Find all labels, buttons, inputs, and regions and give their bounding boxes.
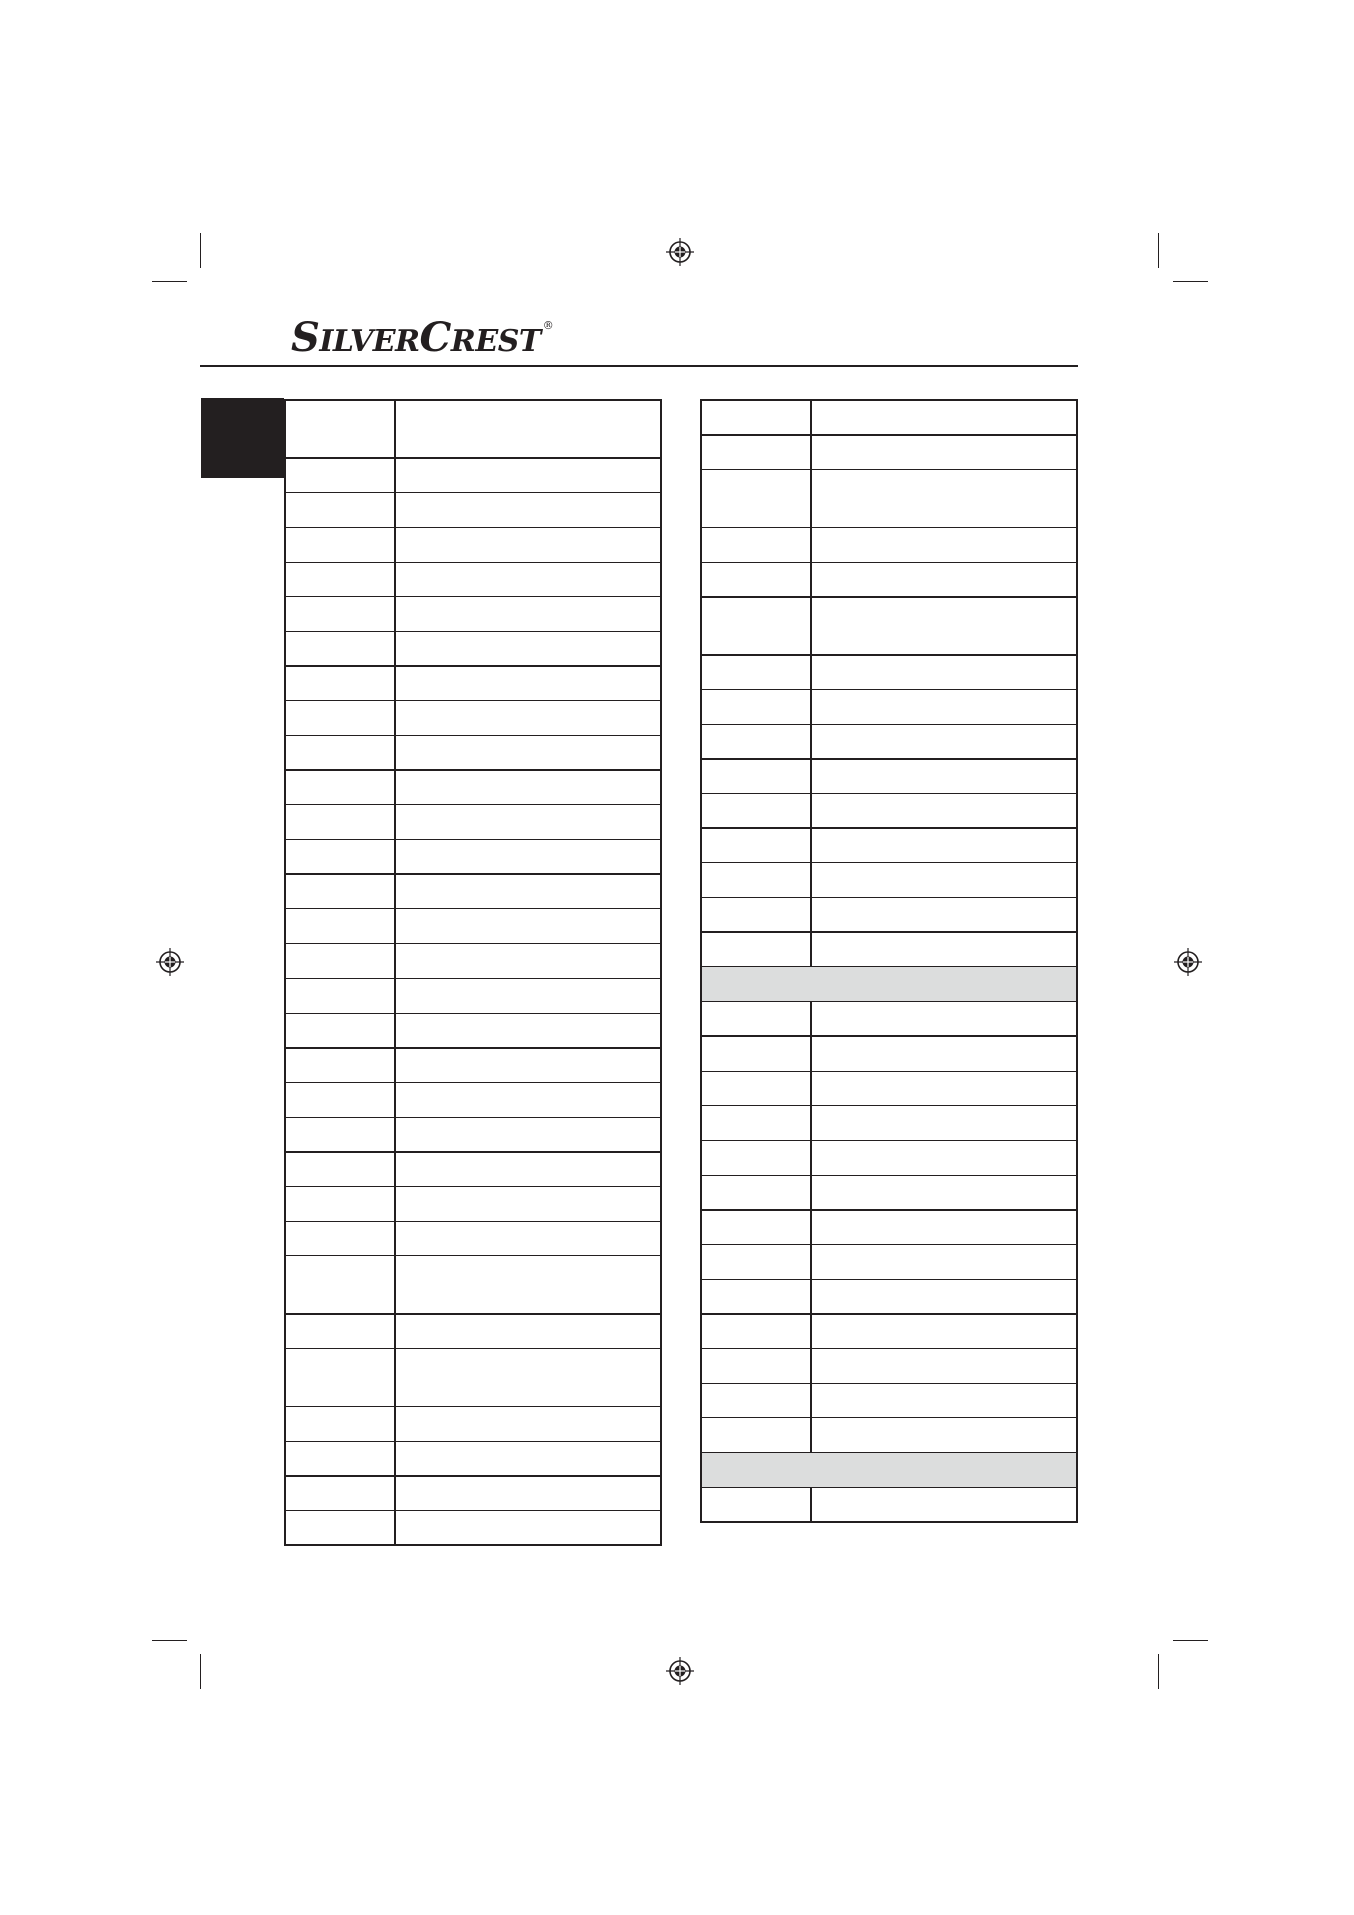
table-row <box>285 1476 661 1511</box>
table-cell-key <box>285 1256 395 1314</box>
table-cell-key <box>701 1279 811 1314</box>
table-cell-key <box>701 435 811 470</box>
table-cell-value <box>811 527 1077 562</box>
table-cell-value <box>811 1383 1077 1418</box>
logo-rest: REST <box>450 324 541 359</box>
section-tab <box>201 398 284 478</box>
crop-mark-top-left-vertical <box>200 233 201 268</box>
table-row <box>285 840 661 875</box>
table-row <box>701 1071 1077 1106</box>
table-cell-value <box>811 1210 1077 1245</box>
logo-ilver: ILVER <box>319 324 420 359</box>
table-row <box>285 909 661 944</box>
table-cell-value <box>395 944 661 979</box>
table-row <box>285 458 661 493</box>
table-cell-value <box>395 493 661 528</box>
table-cell-key <box>701 1002 811 1037</box>
logo-letter-s: S <box>291 314 320 361</box>
table-cell-key <box>285 874 395 909</box>
table-row <box>285 1013 661 1048</box>
table-row <box>701 597 1077 655</box>
table-row <box>701 863 1077 898</box>
table-cell-key <box>285 1349 395 1407</box>
table-row <box>285 597 661 632</box>
table-cell-key <box>285 1221 395 1256</box>
registration-mark-right-icon <box>1173 947 1203 977</box>
table-cell-key <box>285 400 395 458</box>
table-row <box>701 527 1077 562</box>
table-row <box>285 1117 661 1152</box>
table-cell-value <box>395 631 661 666</box>
table-cell-value <box>395 1117 661 1152</box>
table-cell-key <box>285 1407 395 1442</box>
table-cell-value <box>395 1048 661 1083</box>
table-cell-key <box>701 1383 811 1418</box>
table-row <box>285 1152 661 1187</box>
table-row <box>285 805 661 840</box>
silvercrest-logo <box>291 314 554 361</box>
table-row <box>285 978 661 1013</box>
table-cell-value <box>811 794 1077 829</box>
table-row <box>701 1383 1077 1418</box>
table-cell-value <box>395 666 661 701</box>
table-cell-key <box>285 493 395 528</box>
table-cell-value <box>811 1175 1077 1210</box>
table-cell-value <box>395 1476 661 1511</box>
table-row <box>701 1418 1077 1453</box>
table-row <box>701 1002 1077 1037</box>
table-cell-value <box>811 435 1077 470</box>
logo-letter-c: C <box>419 314 451 361</box>
table-cell-value <box>811 863 1077 898</box>
table-row <box>701 469 1077 527</box>
table-row <box>701 1175 1077 1210</box>
table-row <box>701 967 1077 1002</box>
table-cell-value <box>811 400 1077 435</box>
table-row <box>701 400 1077 435</box>
table-cell-value <box>811 759 1077 794</box>
table-cell-key <box>701 794 811 829</box>
table-cell-key <box>285 840 395 875</box>
table-cell-key <box>701 562 811 597</box>
table-cell-key <box>701 724 811 759</box>
registration-mark-top-icon <box>665 237 695 267</box>
table-cell-key <box>285 666 395 701</box>
table-cell-value <box>811 1106 1077 1141</box>
table-cell-key <box>701 898 811 933</box>
table-cell-value <box>811 1487 1077 1522</box>
table-row <box>285 1186 661 1221</box>
table-cell-value <box>395 1013 661 1048</box>
table-cell-key <box>701 1418 811 1453</box>
table-cell-value <box>395 597 661 632</box>
registered-mark: ® <box>542 319 554 332</box>
table-cell-key <box>285 1152 395 1187</box>
table-cell-value <box>811 1002 1077 1037</box>
table-row <box>701 435 1077 470</box>
table-cell-key <box>701 1175 811 1210</box>
table-row <box>701 1244 1077 1279</box>
table-cell-key <box>285 631 395 666</box>
table-cell-key <box>285 944 395 979</box>
table-row <box>285 400 661 458</box>
table-cell-key <box>701 1140 811 1175</box>
table-cell-value <box>811 1140 1077 1175</box>
table-row <box>285 1349 661 1407</box>
table-cell-key <box>285 1476 395 1511</box>
table-row <box>285 493 661 528</box>
table-cell-value <box>395 1186 661 1221</box>
table-row <box>285 562 661 597</box>
left-table <box>284 399 662 1546</box>
table-cell-key <box>701 689 811 724</box>
table-cell-value <box>811 1244 1077 1279</box>
table-cell-key <box>701 655 811 690</box>
table-row <box>701 1349 1077 1384</box>
table-cell-key <box>701 828 811 863</box>
table-row <box>285 1221 661 1256</box>
table-cell-value <box>395 1349 661 1407</box>
table-row <box>285 1314 661 1349</box>
crop-mark-bottom-left-horizontal <box>152 1640 187 1641</box>
table-row <box>701 1314 1077 1349</box>
crop-mark-top-right-horizontal <box>1173 281 1208 282</box>
table-cell-value <box>395 840 661 875</box>
table-cell-value <box>395 1256 661 1314</box>
table-cell-key <box>285 1441 395 1476</box>
table-cell-key <box>285 805 395 840</box>
table-row <box>701 1140 1077 1175</box>
table-cell-key <box>701 932 811 967</box>
table-cell-key <box>285 527 395 562</box>
table-cell-value <box>811 655 1077 690</box>
crop-mark-bottom-right-vertical <box>1158 1654 1159 1689</box>
table-row <box>701 724 1077 759</box>
table-cell-value <box>811 689 1077 724</box>
table-cell-value <box>811 562 1077 597</box>
table-cell-value <box>395 1152 661 1187</box>
table-cell-key <box>701 597 811 655</box>
table-cell-key <box>285 701 395 736</box>
table-cell-value <box>811 1314 1077 1349</box>
table-cell-key <box>285 1511 395 1546</box>
table-cell-value <box>811 1349 1077 1384</box>
table-cell-key <box>285 978 395 1013</box>
table-row <box>285 527 661 562</box>
table-cell-value <box>395 1314 661 1349</box>
table-cell-value <box>395 909 661 944</box>
table-cell-key <box>285 1082 395 1117</box>
table-cell-value <box>811 724 1077 759</box>
table-cell-key <box>285 1048 395 1083</box>
table-row <box>701 898 1077 933</box>
right-table <box>700 399 1078 1523</box>
table-row <box>701 689 1077 724</box>
table-cell-key <box>701 400 811 435</box>
table-cell-key <box>285 597 395 632</box>
table-row <box>285 736 661 771</box>
table-cell-key <box>285 1186 395 1221</box>
table-cell-value <box>395 770 661 805</box>
table-row <box>701 562 1077 597</box>
table-row <box>285 1441 661 1476</box>
table-row <box>285 631 661 666</box>
table-cell-value <box>395 736 661 771</box>
table-row <box>701 1210 1077 1245</box>
table-cell-key <box>285 909 395 944</box>
table-cell-value <box>811 898 1077 933</box>
table-row <box>701 1487 1077 1522</box>
table-cell-value <box>811 932 1077 967</box>
crop-mark-bottom-left-vertical <box>200 1654 201 1689</box>
table-cell-value <box>395 1511 661 1546</box>
table-cell-key <box>701 1244 811 1279</box>
table-row <box>701 1036 1077 1071</box>
table-cell-key <box>285 736 395 771</box>
table-row <box>701 828 1077 863</box>
table-cell-key <box>701 759 811 794</box>
table-cell-key <box>701 527 811 562</box>
table-cell-key <box>701 863 811 898</box>
crop-mark-top-left-horizontal <box>152 281 187 282</box>
table-cell-value <box>811 1071 1077 1106</box>
table-cell-key <box>701 469 811 527</box>
table-cell-key <box>285 458 395 493</box>
table-cell-value <box>395 805 661 840</box>
table-cell-value <box>395 1082 661 1117</box>
registration-mark-left-icon <box>155 947 185 977</box>
table-row <box>285 701 661 736</box>
table-cell-value <box>395 458 661 493</box>
table-row <box>285 1082 661 1117</box>
table-cell-value <box>395 978 661 1013</box>
table-cell-value <box>395 1441 661 1476</box>
table-cell-value <box>395 527 661 562</box>
crop-mark-bottom-right-horizontal <box>1173 1640 1208 1641</box>
table-row <box>285 1256 661 1314</box>
table-cell-key <box>701 1036 811 1071</box>
table-cell-key <box>285 1314 395 1349</box>
table-row <box>701 1453 1077 1488</box>
table-cell-key <box>285 770 395 805</box>
table-row <box>285 770 661 805</box>
table-cell-value <box>395 701 661 736</box>
table-row <box>701 932 1077 967</box>
table-cell-value <box>395 1407 661 1442</box>
table-cell-value <box>811 1279 1077 1314</box>
table-row <box>285 1048 661 1083</box>
table-cell-value <box>811 1418 1077 1453</box>
table-cell-key <box>285 1117 395 1152</box>
table-cell-key <box>701 1349 811 1384</box>
table-cell-value <box>395 874 661 909</box>
registration-mark-bottom-icon <box>665 1656 695 1686</box>
table-row <box>701 759 1077 794</box>
table-row <box>701 655 1077 690</box>
table-cell-key <box>701 1106 811 1141</box>
table-cell-value <box>811 828 1077 863</box>
table-cell-key <box>285 1013 395 1048</box>
crop-mark-top-right-vertical <box>1158 233 1159 268</box>
section-header-cell <box>701 1453 1077 1488</box>
table-cell-value <box>395 1221 661 1256</box>
table-row <box>285 874 661 909</box>
table-cell-key <box>701 1071 811 1106</box>
table-cell-key <box>701 1487 811 1522</box>
table-cell-key <box>285 562 395 597</box>
table-cell-key <box>701 1210 811 1245</box>
table-row <box>285 1407 661 1442</box>
table-cell-value <box>811 469 1077 527</box>
table-row <box>285 944 661 979</box>
section-header-cell <box>701 967 1077 1002</box>
table-cell-value <box>395 400 661 458</box>
table-cell-value <box>811 597 1077 655</box>
table-row <box>701 1106 1077 1141</box>
header-rule <box>200 365 1078 367</box>
table-cell-value <box>395 562 661 597</box>
table-cell-value <box>811 1036 1077 1071</box>
table-cell-key <box>701 1314 811 1349</box>
table-row <box>285 666 661 701</box>
table-row <box>285 1511 661 1546</box>
table-row <box>701 794 1077 829</box>
table-row <box>701 1279 1077 1314</box>
